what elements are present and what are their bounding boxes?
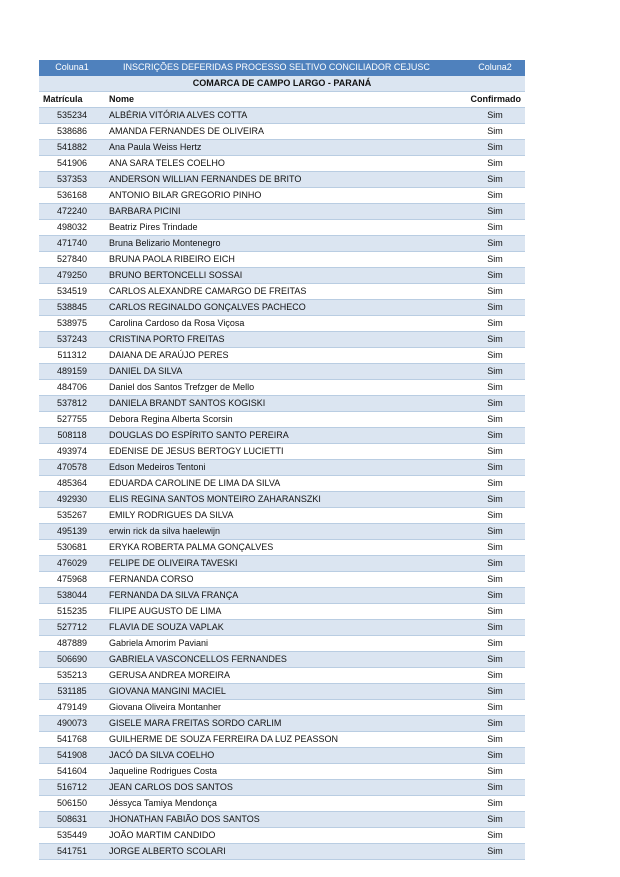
confirmado-cell[interactable]: Sim (465, 252, 525, 268)
matricula-cell[interactable]: 508118 (39, 428, 105, 444)
table-row (39, 604, 525, 620)
table-row (39, 700, 525, 716)
confirmado-cell[interactable]: Sim (465, 716, 525, 732)
nome-cell[interactable]: GIOVANA MANGINI MACIEL (105, 684, 465, 700)
table-row (39, 668, 525, 684)
table-row (39, 796, 525, 812)
table-row (39, 780, 525, 796)
confirmado-cell[interactable]: Sim (465, 748, 525, 764)
nome-cell[interactable]: DAIANA DE ARAÚJO PERES (105, 348, 465, 364)
matricula-cell[interactable]: 476029 (39, 556, 105, 572)
matricula-cell[interactable]: 538686 (39, 124, 105, 140)
nome-cell[interactable]: AMANDA FERNANDES DE OLIVEIRA (105, 124, 465, 140)
confirmado-cell[interactable]: Sim (465, 236, 525, 252)
matricula-cell[interactable]: 492930 (39, 492, 105, 508)
nome-cell[interactable]: BARBARA PICINI (105, 204, 465, 220)
confirmado-cell[interactable]: Sim (465, 524, 525, 540)
table-row (39, 124, 525, 140)
table-row (39, 156, 525, 172)
table-row (39, 220, 525, 236)
matricula-cell[interactable]: 535449 (39, 828, 105, 844)
table-row (39, 108, 525, 124)
matricula-cell[interactable]: 479149 (39, 700, 105, 716)
table-row (39, 476, 525, 492)
nome-cell[interactable]: Jaqueline Rodrigues Costa (105, 764, 465, 780)
table-row (39, 236, 525, 252)
confirmado-cell[interactable]: Sim (465, 316, 525, 332)
matricula-cell[interactable]: 538044 (39, 588, 105, 604)
nome-cell[interactable]: EDENISE DE JESUS BERTOGY LUCIETTI (105, 444, 465, 460)
comarca-subtitle: COMARCA DE CAMPO LARGO - PARANÁ (39, 76, 525, 92)
table-row (39, 844, 525, 860)
confirmado-cell[interactable]: Sim (465, 636, 525, 652)
matricula-cell[interactable]: 471740 (39, 236, 105, 252)
confirmado-cell[interactable]: Sim (465, 108, 525, 124)
matricula-cell[interactable]: 527755 (39, 412, 105, 428)
confirmado-cell[interactable]: Sim (465, 572, 525, 588)
matricula-cell[interactable]: 538975 (39, 316, 105, 332)
table-row (39, 332, 525, 348)
nome-cell[interactable]: ELIS REGINA SANTOS MONTEIRO ZAHARANSZKI (105, 492, 465, 508)
confirmado-cell[interactable]: Sim (465, 684, 525, 700)
confirmado-cell[interactable]: Sim (465, 412, 525, 428)
table-row (39, 764, 525, 780)
nome-cell[interactable]: EMILY RODRIGUES DA SILVA (105, 508, 465, 524)
nome-cell[interactable]: FLAVIA DE SOUZA VAPLAK (105, 620, 465, 636)
table-row (39, 652, 525, 668)
confirmado-cell[interactable]: Sim (465, 508, 525, 524)
matricula-cell[interactable]: 508631 (39, 812, 105, 828)
matricula-cell[interactable]: 541751 (39, 844, 105, 860)
table-row (39, 444, 525, 460)
confirmado-cell[interactable]: Sim (465, 828, 525, 844)
confirmado-cell[interactable]: Sim (465, 620, 525, 636)
confirmado-cell[interactable]: Sim (465, 364, 525, 380)
matricula-cell[interactable]: 475968 (39, 572, 105, 588)
matricula-cell[interactable]: 535267 (39, 508, 105, 524)
matricula-cell[interactable]: 495139 (39, 524, 105, 540)
matricula-cell[interactable]: 535213 (39, 668, 105, 684)
confirmado-cell[interactable]: Sim (465, 604, 525, 620)
table-row (39, 748, 525, 764)
subtitle-row (39, 76, 525, 92)
matricula-cell[interactable]: 527712 (39, 620, 105, 636)
nome-cell[interactable]: GUILHERME DE SOUZA FERREIRA DA LUZ PEASSON (105, 732, 465, 748)
matricula-cell[interactable]: 487889 (39, 636, 105, 652)
nome-cell[interactable]: Beatriz Pires Trindade (105, 220, 465, 236)
nome-cell[interactable]: CRISTINA PORTO FREITAS (105, 332, 465, 348)
confirmado-cell[interactable]: Sim (465, 588, 525, 604)
matricula-cell[interactable]: 493974 (39, 444, 105, 460)
confirmado-cell[interactable]: Sim (465, 652, 525, 668)
nome-cell[interactable]: JOÃO MARTIM CANDIDO (105, 828, 465, 844)
nome-cell[interactable]: Gabriela Amorim Paviani (105, 636, 465, 652)
nome-cell[interactable]: ERYKA ROBERTA PALMA GONÇALVES (105, 540, 465, 556)
header-title[interactable]: INSCRIÇÕES DEFERIDAS PROCESSO SELTIVO CONCILIADOR CEJUSC (105, 60, 465, 76)
nome-cell[interactable]: erwin rick da silva haelewijn (105, 524, 465, 540)
matricula-cell[interactable]: 470578 (39, 460, 105, 476)
table-row (39, 428, 525, 444)
nome-cell[interactable]: BRUNA PAOLA RIBEIRO EICH (105, 252, 465, 268)
nome-cell[interactable]: FELIPE DE OLIVEIRA TAVESKI (105, 556, 465, 572)
nome-cell[interactable]: DANIELA BRANDT SANTOS KOGISKI (105, 396, 465, 412)
matricula-cell[interactable]: 472240 (39, 204, 105, 220)
confirmado-cell[interactable]: Sim (465, 332, 525, 348)
header-row (39, 60, 525, 76)
table-row (39, 524, 525, 540)
table-row (39, 716, 525, 732)
matricula-cell[interactable]: 531185 (39, 684, 105, 700)
confirmado-cell[interactable]: Sim (465, 668, 525, 684)
matricula-cell[interactable]: 537243 (39, 332, 105, 348)
table-row (39, 540, 525, 556)
nome-cell[interactable]: GABRIELA VASCONCELLOS FERNANDES (105, 652, 465, 668)
table-row (39, 572, 525, 588)
nome-cell[interactable]: FERNANDA CORSO (105, 572, 465, 588)
header-column-1[interactable]: Coluna1 (39, 60, 105, 76)
matricula-cell[interactable]: 511312 (39, 348, 105, 364)
nome-cell[interactable]: Daniel dos Santos Trefzger de Mello (105, 380, 465, 396)
table-row (39, 316, 525, 332)
matricula-cell[interactable]: 535234 (39, 108, 105, 124)
table-row (39, 364, 525, 380)
table-row (39, 508, 525, 524)
confirmado-cell[interactable]: Sim (465, 348, 525, 364)
nome-cell[interactable]: Bruna Belizario Montenegro (105, 236, 465, 252)
nome-cell[interactable]: BRUNO BERTONCELLI SOSSAI (105, 268, 465, 284)
table-row (39, 828, 525, 844)
confirmado-cell[interactable]: Sim (465, 700, 525, 716)
confirmado-cell[interactable]: Sim (465, 172, 525, 188)
label-nome: Nome (105, 92, 465, 108)
confirmado-cell[interactable]: Sim (465, 428, 525, 444)
nome-cell[interactable]: Jéssyca Tamiya Mendonça (105, 796, 465, 812)
confirmado-cell[interactable]: Sim (465, 300, 525, 316)
nome-cell[interactable]: DANIEL DA SILVA (105, 364, 465, 380)
nome-cell[interactable]: GISELE MARA FREITAS SORDO CARLIM (105, 716, 465, 732)
nome-cell[interactable]: EDUARDA CAROLINE DE LIMA DA SILVA (105, 476, 465, 492)
matricula-cell[interactable]: 527840 (39, 252, 105, 268)
confirmado-cell[interactable]: Sim (465, 780, 525, 796)
matricula-cell[interactable]: 530681 (39, 540, 105, 556)
table-row (39, 300, 525, 316)
nome-cell[interactable]: FILIPE AUGUSTO DE LIMA (105, 604, 465, 620)
confirmado-cell[interactable]: Sim (465, 812, 525, 828)
nome-cell[interactable]: CARLOS ALEXANDRE CAMARGO DE FREITAS (105, 284, 465, 300)
matricula-cell[interactable]: 534519 (39, 284, 105, 300)
table-row (39, 252, 525, 268)
matricula-cell[interactable]: 506150 (39, 796, 105, 812)
spreadsheet-table (39, 60, 525, 860)
table-row (39, 268, 525, 284)
confirmado-cell[interactable]: Sim (465, 540, 525, 556)
nome-cell[interactable]: ALBÉRIA VITÓRIA ALVES COTTA (105, 108, 465, 124)
nome-cell[interactable]: FERNANDA DA SILVA FRANÇA (105, 588, 465, 604)
nome-cell[interactable]: JHONATHAN FABIÃO DOS SANTOS (105, 812, 465, 828)
table-row (39, 812, 525, 828)
confirmado-cell[interactable]: Sim (465, 476, 525, 492)
label-matricula: Matrícula (39, 92, 105, 108)
table-row (39, 588, 525, 604)
matricula-cell[interactable]: 506690 (39, 652, 105, 668)
table-row (39, 396, 525, 412)
label-confirmado: Confirmado (465, 92, 525, 108)
confirmado-cell[interactable]: Sim (465, 492, 525, 508)
confirmado-cell[interactable]: Sim (465, 764, 525, 780)
nome-cell[interactable]: Edson Medeiros Tentoni (105, 460, 465, 476)
matricula-cell[interactable]: 489159 (39, 364, 105, 380)
nome-cell[interactable]: Carolina Cardoso da Rosa Viçosa (105, 316, 465, 332)
confirmado-cell[interactable]: Sim (465, 284, 525, 300)
matricula-cell[interactable]: 484706 (39, 380, 105, 396)
nome-cell[interactable]: Ana Paula Weiss Hertz (105, 140, 465, 156)
table-row (39, 380, 525, 396)
confirmado-cell[interactable]: Sim (465, 396, 525, 412)
confirmado-cell[interactable]: Sim (465, 460, 525, 476)
confirmado-cell[interactable]: Sim (465, 188, 525, 204)
nome-cell[interactable]: JORGE ALBERTO SCOLARI (105, 844, 465, 860)
confirmado-cell[interactable]: Sim (465, 556, 525, 572)
nome-cell[interactable]: ANDERSON WILLIAN FERNANDES DE BRITO (105, 172, 465, 188)
header-column-2[interactable]: Coluna2 (465, 60, 525, 76)
table-row (39, 348, 525, 364)
nome-cell[interactable]: Debora Regina Alberta Scorsin (105, 412, 465, 428)
table-row (39, 636, 525, 652)
table-row (39, 204, 525, 220)
nome-cell[interactable]: DOUGLAS DO ESPÍRITO SANTO PEREIRA (105, 428, 465, 444)
nome-cell[interactable]: ANA SARA TELES COELHO (105, 156, 465, 172)
nome-cell[interactable]: CARLOS REGINALDO GONÇALVES PACHECO (105, 300, 465, 316)
matricula-cell[interactable]: 541882 (39, 140, 105, 156)
nome-cell[interactable]: GERUSA ANDREA MOREIRA (105, 668, 465, 684)
matricula-cell[interactable]: 485364 (39, 476, 105, 492)
table-row (39, 460, 525, 476)
confirmado-cell[interactable]: Sim (465, 268, 525, 284)
matricula-cell[interactable]: 537353 (39, 172, 105, 188)
table-row (39, 188, 525, 204)
table-row (39, 556, 525, 572)
confirmado-cell[interactable]: Sim (465, 380, 525, 396)
table-row (39, 140, 525, 156)
confirmado-cell[interactable]: Sim (465, 796, 525, 812)
confirmado-cell[interactable]: Sim (465, 124, 525, 140)
matricula-cell[interactable]: 490073 (39, 716, 105, 732)
matricula-cell[interactable]: 538845 (39, 300, 105, 316)
table-row (39, 412, 525, 428)
table-row (39, 684, 525, 700)
nome-cell[interactable]: ANTONIO BILAR GREGORIO PINHO (105, 188, 465, 204)
matricula-cell[interactable]: 536168 (39, 188, 105, 204)
matricula-cell[interactable]: 541906 (39, 156, 105, 172)
matricula-cell[interactable]: 537812 (39, 396, 105, 412)
table-row (39, 732, 525, 748)
matricula-cell[interactable]: 516712 (39, 780, 105, 796)
matricula-cell[interactable]: 541768 (39, 732, 105, 748)
confirmado-cell[interactable]: Sim (465, 732, 525, 748)
confirmado-cell[interactable]: Sim (465, 156, 525, 172)
nome-cell[interactable]: JACÓ DA SILVA COELHO (105, 748, 465, 764)
matricula-cell[interactable]: 541604 (39, 764, 105, 780)
column-labels-row (39, 92, 525, 108)
confirmado-cell[interactable]: Sim (465, 220, 525, 236)
matricula-cell[interactable]: 515235 (39, 604, 105, 620)
confirmado-cell[interactable]: Sim (465, 844, 525, 860)
table-row (39, 284, 525, 300)
nome-cell[interactable]: JEAN CARLOS DOS SANTOS (105, 780, 465, 796)
confirmado-cell[interactable]: Sim (465, 444, 525, 460)
nome-cell[interactable]: Giovana Oliveira Montanher (105, 700, 465, 716)
confirmado-cell[interactable]: Sim (465, 140, 525, 156)
matricula-cell[interactable]: 498032 (39, 220, 105, 236)
matricula-cell[interactable]: 479250 (39, 268, 105, 284)
table-row (39, 492, 525, 508)
table-row (39, 620, 525, 636)
matricula-cell[interactable]: 541908 (39, 748, 105, 764)
table-row (39, 172, 525, 188)
confirmado-cell[interactable]: Sim (465, 204, 525, 220)
